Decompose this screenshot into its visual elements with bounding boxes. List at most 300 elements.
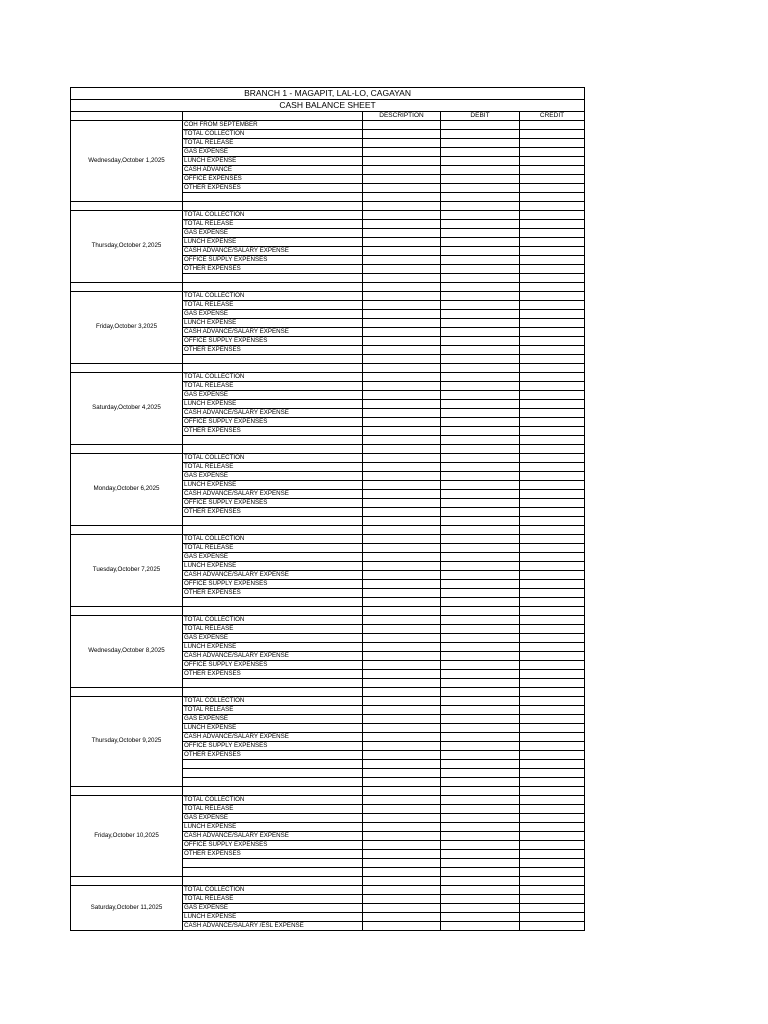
description-cell[interactable] — [363, 121, 441, 130]
item-label-cell[interactable]: OTHER EXPENSES — [183, 184, 363, 193]
credit-cell[interactable] — [520, 211, 585, 220]
debit-cell[interactable] — [441, 256, 520, 265]
credit-cell[interactable] — [520, 850, 585, 859]
description-cell[interactable] — [363, 868, 441, 877]
description-cell[interactable] — [363, 778, 441, 787]
description-cell[interactable] — [363, 490, 441, 499]
debit-cell[interactable] — [441, 589, 520, 598]
date-cell[interactable] — [71, 877, 183, 886]
item-label-cell[interactable]: OTHER EXPENSES — [183, 850, 363, 859]
credit-cell[interactable] — [520, 130, 585, 139]
item-label-cell[interactable]: OTHER EXPENSES — [183, 265, 363, 274]
description-cell[interactable] — [363, 553, 441, 562]
item-label-cell[interactable] — [183, 193, 363, 202]
item-label-cell[interactable] — [183, 598, 363, 607]
credit-cell[interactable] — [520, 805, 585, 814]
debit-cell[interactable] — [441, 139, 520, 148]
description-cell[interactable] — [363, 652, 441, 661]
credit-cell[interactable] — [520, 265, 585, 274]
description-cell[interactable] — [363, 850, 441, 859]
credit-cell[interactable] — [520, 634, 585, 643]
debit-cell[interactable] — [441, 535, 520, 544]
description-cell[interactable] — [363, 445, 441, 454]
item-label-cell[interactable]: CASH ADVANCE/SALARY EXPENSE — [183, 733, 363, 742]
credit-cell[interactable] — [520, 868, 585, 877]
debit-cell[interactable] — [441, 175, 520, 184]
item-label-cell[interactable]: TOTAL RELEASE — [183, 706, 363, 715]
item-label-cell[interactable]: TOTAL COLLECTION — [183, 211, 363, 220]
description-cell[interactable] — [363, 922, 441, 931]
item-label-cell[interactable]: GAS EXPENSE — [183, 310, 363, 319]
debit-cell[interactable] — [441, 292, 520, 301]
credit-cell[interactable] — [520, 895, 585, 904]
debit-cell[interactable] — [441, 283, 520, 292]
credit-cell[interactable] — [520, 382, 585, 391]
debit-cell[interactable] — [441, 247, 520, 256]
debit-cell[interactable] — [441, 337, 520, 346]
item-label-cell[interactable]: TOTAL COLLECTION — [183, 616, 363, 625]
description-cell[interactable] — [363, 400, 441, 409]
description-cell[interactable] — [363, 760, 441, 769]
credit-cell[interactable] — [520, 877, 585, 886]
description-cell[interactable] — [363, 265, 441, 274]
debit-cell[interactable] — [441, 616, 520, 625]
item-label-cell[interactable]: TOTAL RELEASE — [183, 625, 363, 634]
credit-cell[interactable] — [520, 832, 585, 841]
credit-cell[interactable] — [520, 427, 585, 436]
credit-cell[interactable] — [520, 796, 585, 805]
credit-cell[interactable] — [520, 535, 585, 544]
credit-cell[interactable] — [520, 472, 585, 481]
debit-cell[interactable] — [441, 373, 520, 382]
item-label-cell[interactable]: OFFICE SUPPLY EXPENSES — [183, 418, 363, 427]
debit-cell[interactable] — [441, 517, 520, 526]
description-cell[interactable] — [363, 373, 441, 382]
debit-cell[interactable] — [441, 805, 520, 814]
credit-cell[interactable] — [520, 580, 585, 589]
credit-cell[interactable] — [520, 418, 585, 427]
credit-cell[interactable] — [520, 499, 585, 508]
credit-cell[interactable] — [520, 184, 585, 193]
item-label-cell[interactable]: CASH ADVANCE/SALARY EXPENSE — [183, 247, 363, 256]
item-label-cell[interactable]: CASH ADVANCE/SALARY EXPENSE — [183, 652, 363, 661]
date-cell[interactable] — [71, 364, 183, 373]
date-cell[interactable]: Friday,October 3,2025 — [71, 292, 183, 364]
item-label-cell[interactable]: LUNCH EXPENSE — [183, 643, 363, 652]
debit-cell[interactable] — [441, 364, 520, 373]
debit-cell[interactable] — [441, 508, 520, 517]
credit-cell[interactable] — [520, 301, 585, 310]
description-cell[interactable] — [363, 310, 441, 319]
description-cell[interactable] — [363, 877, 441, 886]
date-cell[interactable] — [71, 526, 183, 535]
debit-cell[interactable] — [441, 445, 520, 454]
item-label-cell[interactable] — [183, 778, 363, 787]
credit-cell[interactable] — [520, 121, 585, 130]
debit-cell[interactable] — [441, 832, 520, 841]
item-label-cell[interactable]: OTHER EXPENSES — [183, 346, 363, 355]
credit-cell[interactable] — [520, 652, 585, 661]
item-label-cell[interactable]: CASH ADVANCE/SALARY EXPENSE — [183, 571, 363, 580]
credit-cell[interactable] — [520, 913, 585, 922]
debit-cell[interactable] — [441, 166, 520, 175]
description-cell[interactable] — [363, 562, 441, 571]
debit-cell[interactable] — [441, 868, 520, 877]
description-cell[interactable] — [363, 319, 441, 328]
credit-cell[interactable] — [520, 886, 585, 895]
description-cell[interactable] — [363, 904, 441, 913]
debit-cell[interactable] — [441, 913, 520, 922]
item-label-cell[interactable] — [183, 769, 363, 778]
description-cell[interactable] — [363, 661, 441, 670]
item-label-cell[interactable]: TOTAL COLLECTION — [183, 697, 363, 706]
item-label-cell[interactable]: GAS EXPENSE — [183, 634, 363, 643]
item-label-cell[interactable]: GAS EXPENSE — [183, 715, 363, 724]
credit-cell[interactable] — [520, 436, 585, 445]
item-label-cell[interactable]: TOTAL COLLECTION — [183, 535, 363, 544]
debit-cell[interactable] — [441, 643, 520, 652]
credit-cell[interactable] — [520, 643, 585, 652]
item-label-cell[interactable] — [183, 526, 363, 535]
debit-cell[interactable] — [441, 814, 520, 823]
item-label-cell[interactable] — [183, 274, 363, 283]
debit-cell[interactable] — [441, 625, 520, 634]
credit-cell[interactable] — [520, 175, 585, 184]
item-label-cell[interactable]: LUNCH EXPENSE — [183, 157, 363, 166]
debit-cell[interactable] — [441, 310, 520, 319]
debit-cell[interactable] — [441, 823, 520, 832]
debit-cell[interactable] — [441, 454, 520, 463]
description-cell[interactable] — [363, 256, 441, 265]
debit-cell[interactable] — [441, 634, 520, 643]
item-label-cell[interactable] — [183, 760, 363, 769]
credit-cell[interactable] — [520, 166, 585, 175]
item-label-cell[interactable]: OFFICE SUPPLY EXPENSES — [183, 742, 363, 751]
debit-cell[interactable] — [441, 157, 520, 166]
description-cell[interactable] — [363, 175, 441, 184]
description-cell[interactable] — [363, 886, 441, 895]
credit-cell[interactable] — [520, 292, 585, 301]
date-cell[interactable]: Thursday,October 2,2025 — [71, 211, 183, 283]
description-cell[interactable] — [363, 787, 441, 796]
debit-cell[interactable] — [441, 463, 520, 472]
item-label-cell[interactable]: GAS EXPENSE — [183, 814, 363, 823]
date-cell[interactable]: Tuesday,October 7,2025 — [71, 535, 183, 607]
item-label-cell[interactable] — [183, 859, 363, 868]
credit-cell[interactable] — [520, 319, 585, 328]
debit-cell[interactable] — [441, 193, 520, 202]
date-cell[interactable] — [71, 787, 183, 796]
debit-cell[interactable] — [441, 301, 520, 310]
description-cell[interactable] — [363, 589, 441, 598]
credit-cell[interactable] — [520, 544, 585, 553]
item-label-cell[interactable]: OFFICE SUPPLY EXPENSES — [183, 499, 363, 508]
description-cell[interactable] — [363, 697, 441, 706]
debit-cell[interactable] — [441, 904, 520, 913]
item-label-cell[interactable]: TOTAL COLLECTION — [183, 886, 363, 895]
item-label-cell[interactable]: GAS EXPENSE — [183, 472, 363, 481]
description-cell[interactable] — [363, 814, 441, 823]
item-label-cell[interactable]: LUNCH EXPENSE — [183, 319, 363, 328]
description-cell[interactable] — [363, 535, 441, 544]
date-cell[interactable] — [71, 283, 183, 292]
debit-cell[interactable] — [441, 688, 520, 697]
debit-cell[interactable] — [441, 850, 520, 859]
debit-cell[interactable] — [441, 733, 520, 742]
item-label-cell[interactable]: OFFICE SUPPLY EXPENSES — [183, 580, 363, 589]
credit-cell[interactable] — [520, 508, 585, 517]
credit-cell[interactable] — [520, 607, 585, 616]
credit-cell[interactable] — [520, 355, 585, 364]
credit-cell[interactable] — [520, 238, 585, 247]
description-cell[interactable] — [363, 742, 441, 751]
description-cell[interactable] — [363, 823, 441, 832]
credit-cell[interactable] — [520, 823, 585, 832]
credit-cell[interactable] — [520, 778, 585, 787]
description-cell[interactable] — [363, 571, 441, 580]
debit-cell[interactable] — [441, 796, 520, 805]
credit-cell[interactable] — [520, 859, 585, 868]
debit-cell[interactable] — [441, 697, 520, 706]
debit-cell[interactable] — [441, 391, 520, 400]
description-cell[interactable] — [363, 679, 441, 688]
credit-cell[interactable] — [520, 256, 585, 265]
debit-cell[interactable] — [441, 436, 520, 445]
credit-cell[interactable] — [520, 814, 585, 823]
debit-cell[interactable] — [441, 679, 520, 688]
date-cell[interactable] — [71, 202, 183, 211]
credit-cell[interactable] — [520, 310, 585, 319]
date-cell[interactable] — [71, 607, 183, 616]
item-label-cell[interactable]: TOTAL COLLECTION — [183, 292, 363, 301]
credit-cell[interactable] — [520, 247, 585, 256]
debit-cell[interactable] — [441, 580, 520, 589]
item-label-cell[interactable]: OTHER EXPENSES — [183, 427, 363, 436]
description-cell[interactable] — [363, 211, 441, 220]
item-label-cell[interactable]: GAS EXPENSE — [183, 391, 363, 400]
description-cell[interactable] — [363, 391, 441, 400]
header-item-cell[interactable] — [183, 112, 363, 121]
credit-cell[interactable] — [520, 679, 585, 688]
debit-cell[interactable] — [441, 319, 520, 328]
item-label-cell[interactable]: TOTAL COLLECTION — [183, 454, 363, 463]
debit-cell[interactable] — [441, 418, 520, 427]
item-label-cell[interactable]: TOTAL COLLECTION — [183, 130, 363, 139]
description-cell[interactable] — [363, 283, 441, 292]
description-cell[interactable] — [363, 598, 441, 607]
debit-cell[interactable] — [441, 769, 520, 778]
item-label-cell[interactable]: CASH ADVANCE/SALARY EXPENSE — [183, 490, 363, 499]
date-cell[interactable]: Monday,October 6,2025 — [71, 454, 183, 526]
item-label-cell[interactable]: TOTAL RELEASE — [183, 301, 363, 310]
credit-cell[interactable] — [520, 904, 585, 913]
item-label-cell[interactable]: LUNCH EXPENSE — [183, 238, 363, 247]
credit-cell[interactable] — [520, 220, 585, 229]
date-cell[interactable] — [71, 445, 183, 454]
debit-cell[interactable] — [441, 922, 520, 931]
description-cell[interactable] — [363, 337, 441, 346]
credit-cell[interactable] — [520, 391, 585, 400]
debit-cell[interactable] — [441, 211, 520, 220]
item-label-cell[interactable]: TOTAL RELEASE — [183, 544, 363, 553]
credit-cell[interactable] — [520, 148, 585, 157]
description-cell[interactable] — [363, 733, 441, 742]
credit-cell[interactable] — [520, 328, 585, 337]
item-label-cell[interactable]: LUNCH EXPENSE — [183, 913, 363, 922]
description-cell[interactable] — [363, 481, 441, 490]
debit-cell[interactable] — [441, 472, 520, 481]
description-cell[interactable] — [363, 157, 441, 166]
description-cell[interactable] — [363, 463, 441, 472]
description-cell[interactable] — [363, 517, 441, 526]
credit-cell[interactable] — [520, 373, 585, 382]
debit-cell[interactable] — [441, 895, 520, 904]
credit-cell[interactable] — [520, 670, 585, 679]
debit-cell[interactable] — [441, 652, 520, 661]
debit-cell[interactable] — [441, 877, 520, 886]
item-label-cell[interactable]: LUNCH EXPENSE — [183, 562, 363, 571]
description-cell[interactable] — [363, 625, 441, 634]
description-cell[interactable] — [363, 751, 441, 760]
header-description[interactable]: DESCRIPTION — [363, 112, 441, 121]
credit-cell[interactable] — [520, 229, 585, 238]
item-label-cell[interactable] — [183, 607, 363, 616]
debit-cell[interactable] — [441, 184, 520, 193]
item-label-cell[interactable] — [183, 877, 363, 886]
credit-cell[interactable] — [520, 364, 585, 373]
debit-cell[interactable] — [441, 886, 520, 895]
debit-cell[interactable] — [441, 553, 520, 562]
debit-cell[interactable] — [441, 148, 520, 157]
credit-cell[interactable] — [520, 139, 585, 148]
description-cell[interactable] — [363, 580, 441, 589]
debit-cell[interactable] — [441, 274, 520, 283]
item-label-cell[interactable] — [183, 679, 363, 688]
item-label-cell[interactable]: TOTAL RELEASE — [183, 220, 363, 229]
item-label-cell[interactable]: LUNCH EXPENSE — [183, 823, 363, 832]
description-cell[interactable] — [363, 859, 441, 868]
credit-cell[interactable] — [520, 337, 585, 346]
debit-cell[interactable] — [441, 490, 520, 499]
debit-cell[interactable] — [441, 760, 520, 769]
credit-cell[interactable] — [520, 157, 585, 166]
credit-cell[interactable] — [520, 742, 585, 751]
item-label-cell[interactable]: GAS EXPENSE — [183, 229, 363, 238]
date-cell[interactable] — [71, 688, 183, 697]
item-label-cell[interactable] — [183, 787, 363, 796]
debit-cell[interactable] — [441, 778, 520, 787]
description-cell[interactable] — [363, 634, 441, 643]
item-label-cell[interactable]: OFFICE SUPPLY EXPENSES — [183, 661, 363, 670]
item-label-cell[interactable]: CASH ADVANCE/SALARY EXPENSE — [183, 328, 363, 337]
date-cell[interactable]: Wednesday,October 1,2025 — [71, 121, 183, 202]
description-cell[interactable] — [363, 895, 441, 904]
description-cell[interactable] — [363, 454, 441, 463]
item-label-cell[interactable]: CASH ADVANCE/SALARY EXPENSE — [183, 832, 363, 841]
description-cell[interactable] — [363, 328, 441, 337]
description-cell[interactable] — [363, 706, 441, 715]
debit-cell[interactable] — [441, 724, 520, 733]
description-cell[interactable] — [363, 832, 441, 841]
item-label-cell[interactable]: OFFICE SUPPLY EXPENSES — [183, 841, 363, 850]
debit-cell[interactable] — [441, 526, 520, 535]
item-label-cell[interactable] — [183, 364, 363, 373]
item-label-cell[interactable]: OFFICE EXPENSES — [183, 175, 363, 184]
credit-cell[interactable] — [520, 733, 585, 742]
description-cell[interactable] — [363, 913, 441, 922]
description-cell[interactable] — [363, 436, 441, 445]
item-label-cell[interactable]: OTHER EXPENSES — [183, 670, 363, 679]
date-cell[interactable]: Saturday,October 4,2025 — [71, 373, 183, 445]
item-label-cell[interactable]: LUNCH EXPENSE — [183, 400, 363, 409]
credit-cell[interactable] — [520, 463, 585, 472]
credit-cell[interactable] — [520, 922, 585, 931]
credit-cell[interactable] — [520, 661, 585, 670]
description-cell[interactable] — [363, 499, 441, 508]
credit-cell[interactable] — [520, 283, 585, 292]
credit-cell[interactable] — [520, 409, 585, 418]
debit-cell[interactable] — [441, 328, 520, 337]
debit-cell[interactable] — [441, 670, 520, 679]
credit-cell[interactable] — [520, 769, 585, 778]
credit-cell[interactable] — [520, 616, 585, 625]
description-cell[interactable] — [363, 184, 441, 193]
description-cell[interactable] — [363, 769, 441, 778]
description-cell[interactable] — [363, 382, 441, 391]
credit-cell[interactable] — [520, 598, 585, 607]
credit-cell[interactable] — [520, 751, 585, 760]
credit-cell[interactable] — [520, 526, 585, 535]
item-label-cell[interactable]: OFFICE SUPPLY EXPENSES — [183, 337, 363, 346]
debit-cell[interactable] — [441, 706, 520, 715]
debit-cell[interactable] — [441, 481, 520, 490]
credit-cell[interactable] — [520, 481, 585, 490]
item-label-cell[interactable] — [183, 283, 363, 292]
credit-cell[interactable] — [520, 517, 585, 526]
header-credit[interactable]: CREDIT — [520, 112, 585, 121]
item-label-cell[interactable]: TOTAL RELEASE — [183, 382, 363, 391]
credit-cell[interactable] — [520, 697, 585, 706]
debit-cell[interactable] — [441, 544, 520, 553]
item-label-cell[interactable] — [183, 517, 363, 526]
item-label-cell[interactable] — [183, 355, 363, 364]
description-cell[interactable] — [363, 139, 441, 148]
item-label-cell[interactable]: OTHER EXPENSES — [183, 589, 363, 598]
debit-cell[interactable] — [441, 571, 520, 580]
date-cell[interactable]: Friday,October 10,2025 — [71, 796, 183, 877]
credit-cell[interactable] — [520, 490, 585, 499]
debit-cell[interactable] — [441, 121, 520, 130]
item-label-cell[interactable] — [183, 202, 363, 211]
description-cell[interactable] — [363, 292, 441, 301]
item-label-cell[interactable]: TOTAL RELEASE — [183, 463, 363, 472]
description-cell[interactable] — [363, 643, 441, 652]
credit-cell[interactable] — [520, 571, 585, 580]
header-date-cell[interactable] — [71, 112, 183, 121]
description-cell[interactable] — [363, 301, 441, 310]
description-cell[interactable] — [363, 715, 441, 724]
item-label-cell[interactable]: GAS EXPENSE — [183, 904, 363, 913]
credit-cell[interactable] — [520, 193, 585, 202]
item-label-cell[interactable]: TOTAL RELEASE — [183, 895, 363, 904]
credit-cell[interactable] — [520, 346, 585, 355]
item-label-cell[interactable]: OTHER EXPENSES — [183, 751, 363, 760]
description-cell[interactable] — [363, 670, 441, 679]
item-label-cell[interactable]: LUNCH EXPENSE — [183, 724, 363, 733]
description-cell[interactable] — [363, 508, 441, 517]
debit-cell[interactable] — [441, 562, 520, 571]
description-cell[interactable] — [363, 526, 441, 535]
